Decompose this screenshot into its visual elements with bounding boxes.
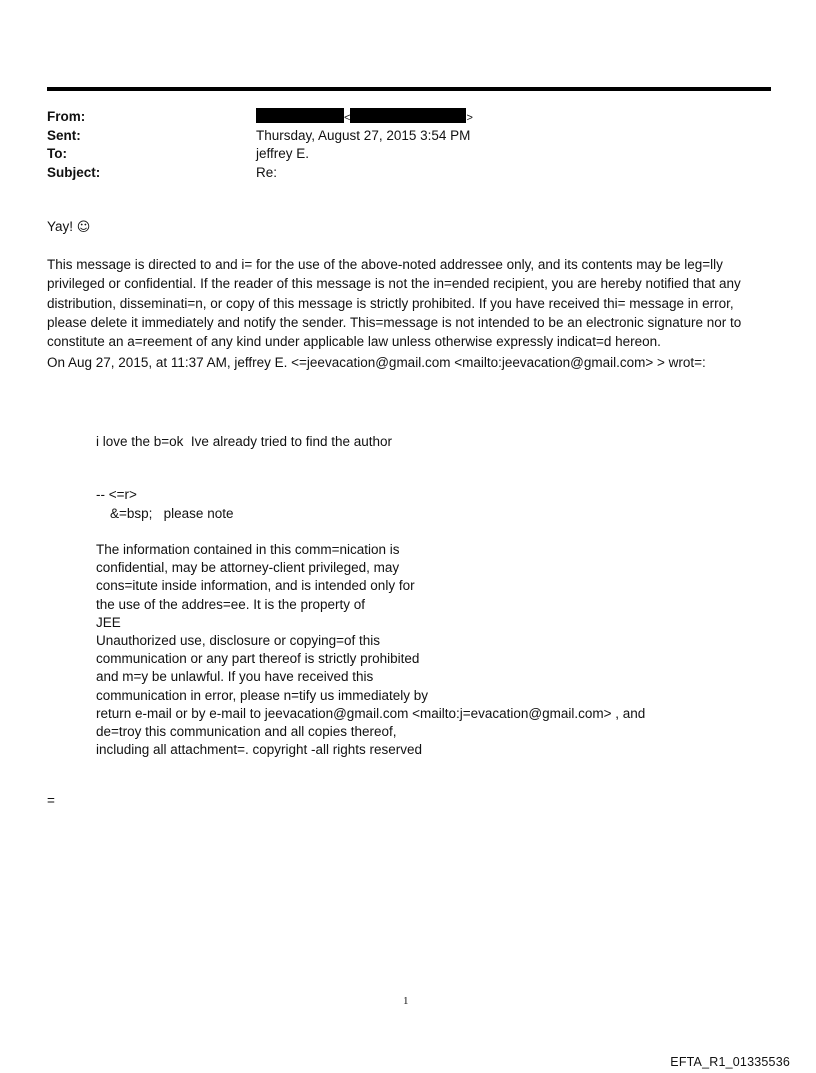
notice-line: cons=itute inside information, and is intended only for [96,578,415,594]
greeting [47,217,772,238]
notice-line: Unauthorized use, disclosure or copying=of this [96,633,381,649]
to-row [47,145,747,164]
notice-line: The information contained in this comm=nication is [96,542,400,557]
sent-value: Thursday, August 27, 2015 3:54 PM [256,127,471,143]
redaction-box [256,108,344,123]
quote-attribution: On Aug 27, 2015, at 11:37 AM, jeffrey E. <=jeevacation@gmail.com <mailto:jeevacation@gmail.com> > wrot=: [47,355,706,370]
sent-label: Sent: [47,127,81,143]
from-row [47,108,747,127]
notice-line: confidential, may be attorney-client privileged, may [96,560,400,576]
quoted-message-line: i love the b=ok Ive already tried to find the author [96,434,393,449]
document-id: EFTA_R1_01335536 [670,1055,790,1069]
subject-label: Subject: [47,164,101,180]
from-label: From: [47,109,86,124]
notice-line: including all attachment=. copyright -all rights reserved [96,742,423,758]
disclaimer-paragraph: This message is directed to and i= for the use of the above-noted addressee only, and its contents may be leg=lly privileged or confidential. If the reader of this message is not the in=ended recipient, you are hereby notified that any distribution, disseminati=n, or copy of this message is strictly prohibited. If you have received thi= message in error, please delete it immediately and notify the sender. This=message is not intended to be an electronic signature nor to constitute an a=reement of any kind under applicable law unless otherwise expressly indicat=d hereon. [47,257,742,350]
trailing-equals: = [47,793,55,808]
redaction-box [350,108,466,123]
notice-line: JEE [96,614,121,630]
to-value: jeffrey E. [256,146,310,161]
to-label: To: [47,146,67,161]
notice-line: return e-mail or by e-mail to jeevacation@gmail.com <mailto:j=evacation@gmail.com> , and [96,705,646,721]
quoted-signature-separator: -- <=r> [96,487,137,502]
header-rule [47,87,771,91]
quoted-signature-note: &=bsp; please note [110,506,234,521]
from-close-bracket: > [466,112,473,124]
greeting-text: Yay! [47,219,74,234]
subject-value: Re: [256,164,278,180]
page-number: 1 [403,995,409,1007]
from-value [256,108,473,128]
subject-row [47,164,747,183]
notice-line: the use of the addres=ee. It is the property of [96,596,366,612]
notice-line: and m=y be unlawful. If you have received this [96,669,374,685]
notice-line: communication or any part thereof is strictly prohibited [96,651,420,667]
quoted-confidentiality-notice [96,541,736,759]
from-open-bracket: < [344,112,351,124]
email-header [47,108,747,182]
sent-row [47,127,747,146]
smiley-icon: ☺ [76,220,91,235]
notice-line: communication in error, please n=tify us immediately by [96,687,429,703]
notice-line: de=troy this communication and all copies thereof, [96,724,397,740]
